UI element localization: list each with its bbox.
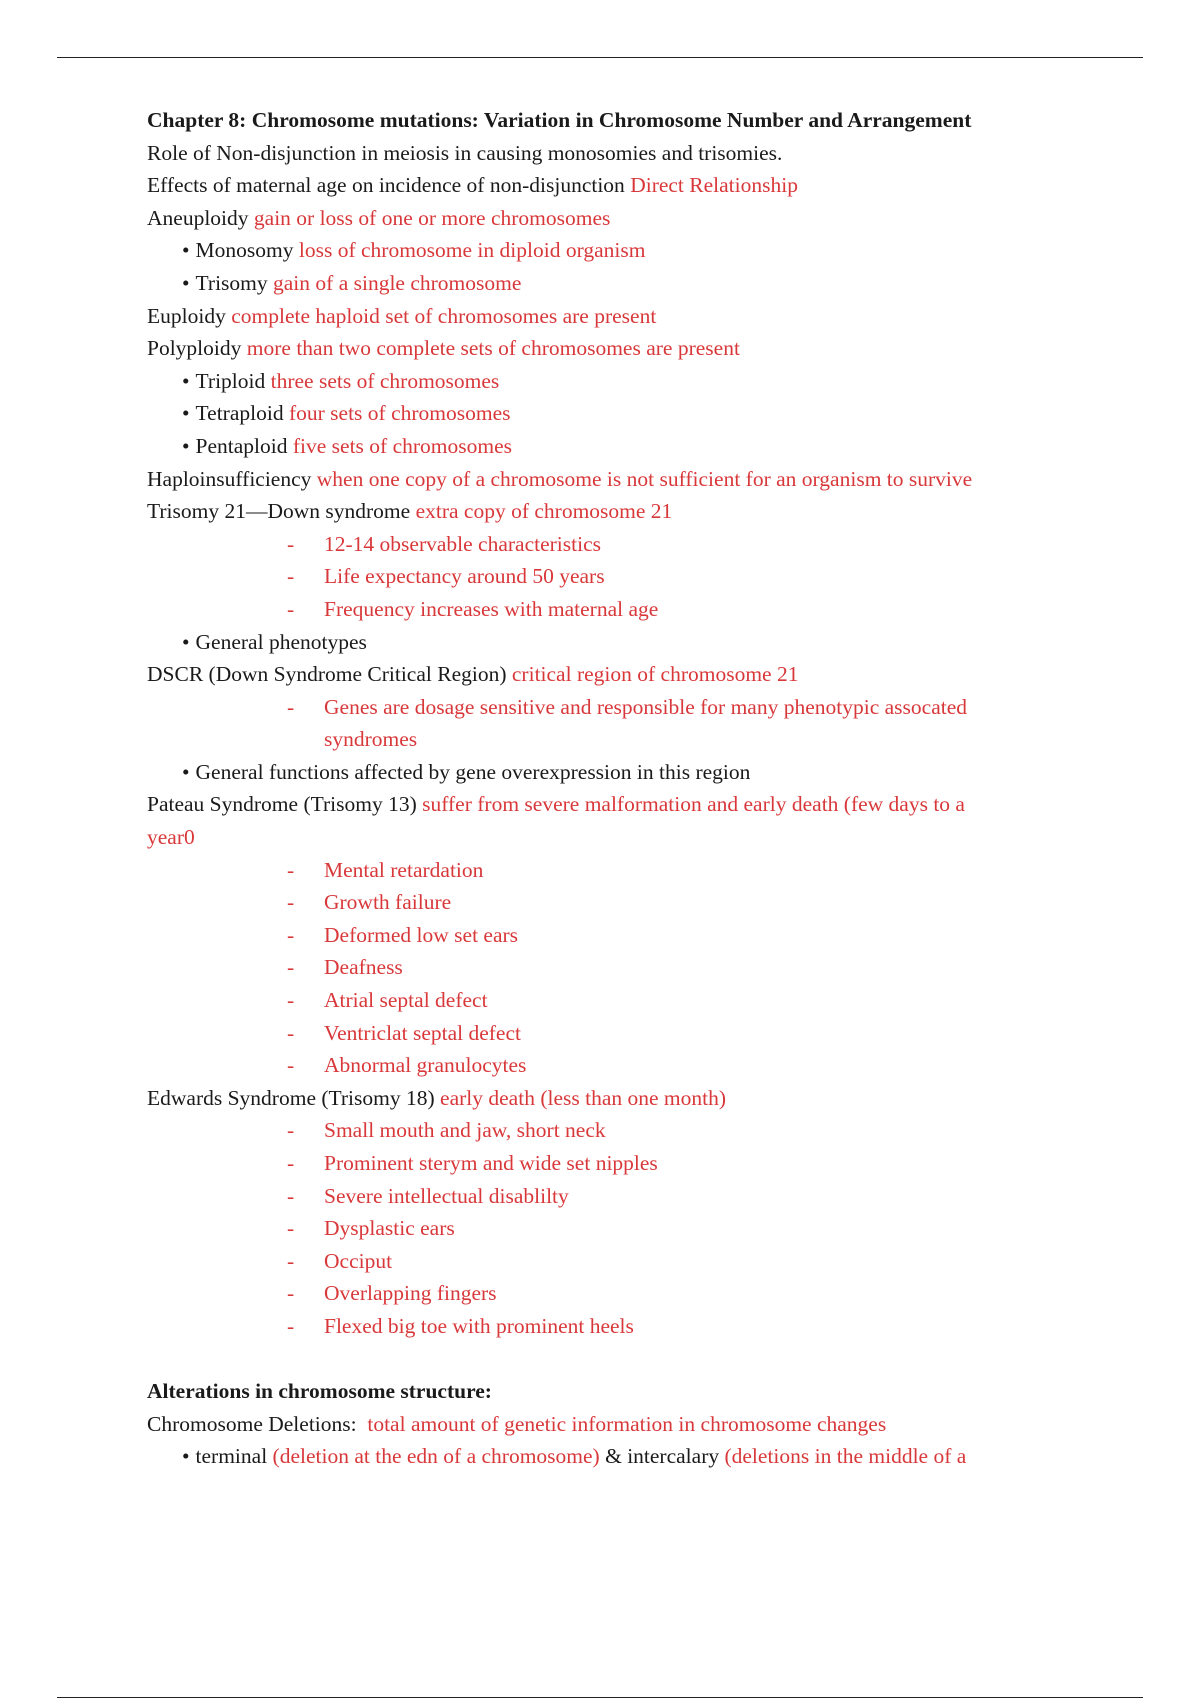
text-line: DSCR (Down Syndrome Critical Region) critical region of chromosome 21 [147, 662, 799, 687]
bottom-rule [57, 1697, 1143, 1698]
text-line: Polyploidy more than two complete sets of chromosomes are present [147, 336, 740, 361]
bullet-icon: • [182, 238, 190, 263]
dash-item: - Small mouth and jaw, short neck [147, 1114, 1147, 1147]
bullet-item: • Trisomy gain of a single chromosome [182, 270, 522, 295]
document-body [147, 104, 1147, 1473]
text-line: Role of Non-disjunction in meiosis in causing monosomies and trisomies. [147, 140, 783, 165]
dash-item: - Prominent sterym and wide set nipples [147, 1147, 1147, 1180]
dash-icon: - [287, 531, 295, 556]
dash-icon: - [287, 1118, 295, 1143]
dash-icon: - [287, 890, 295, 915]
page-title: Chapter 8: Chromosome mutations: Variation in Chromosome Number and Arrangement [147, 108, 972, 132]
text-line: Euploidy complete haploid set of chromosomes are present [147, 303, 657, 328]
text-line: Effects of maternal age on incidence of non-disjunction Direct Relationship [147, 173, 798, 198]
bullet-icon: • [182, 270, 190, 295]
text-line: Haploinsufficiency when one copy of a chromosome is not sufficient for an organism to survive [147, 466, 973, 491]
dash-item: - 12-14 observable characteristics [147, 528, 1147, 561]
dash-item: - Genes are dosage sensitive and responsible for many phenotypic assocated [147, 691, 1147, 724]
dash-icon: - [287, 596, 295, 621]
bullet-icon: • [182, 1444, 190, 1469]
bullet-icon: • [182, 759, 190, 784]
dash-icon: - [287, 1053, 295, 1078]
dash-icon: - [287, 1020, 295, 1045]
text-line: Trisomy 21—Down syndrome extra copy of chromosome 21 [147, 499, 673, 524]
dash-item: - Growth failure [147, 886, 1147, 919]
dash-item: - Ventriclat septal defect [147, 1017, 1147, 1050]
dash-icon: - [287, 988, 295, 1013]
dash-item: - Overlapping fingers [147, 1277, 1147, 1310]
bullet-item: • terminal (deletion at the edn of a chromosome) & intercalary (deletions in the middle of a [182, 1444, 967, 1469]
text-line-continuation: year0 [147, 825, 195, 850]
bullet-item: • Monosomy loss of chromosome in diploid organism [182, 238, 646, 263]
dash-icon: - [287, 1151, 295, 1175]
dash-item-continuation: syndromes [324, 727, 418, 752]
dash-item: - Mental retardation [147, 854, 1147, 887]
dash-item: - Occiput [147, 1245, 1147, 1278]
dash-item: - Life expectancy around 50 years [147, 560, 1147, 593]
dash-icon: - [287, 694, 295, 719]
bullet-icon: • [182, 368, 190, 393]
dash-icon: - [287, 564, 295, 589]
dash-item: - Deafness [147, 951, 1147, 984]
dash-icon: - [287, 1281, 295, 1306]
dash-icon: - [287, 955, 295, 980]
bullet-item: • Pentaploid five sets of chromosomes [182, 433, 513, 458]
bullet-item: • General phenotypes [182, 629, 367, 654]
text-line: Edwards Syndrome (Trisomy 18) early death (less than one month) [147, 1085, 727, 1110]
bullet-item: • Triploid three sets of chromosomes [182, 368, 500, 393]
dash-icon: - [287, 922, 295, 947]
dash-item: - Atrial septal defect [147, 984, 1147, 1017]
bullet-item: • Tetraploid four sets of chromosomes [182, 401, 511, 426]
dash-item: - Flexed big toe with prominent heels [147, 1310, 1147, 1343]
text-line: Chromosome Deletions: total amount of genetic information in chromosome changes [147, 1411, 887, 1436]
text-line: Pateau Syndrome (Trisomy 13) suffer from severe malformation and early death (few days to a [147, 792, 965, 817]
dash-item: - Dysplastic ears [147, 1212, 1147, 1245]
top-rule [57, 57, 1143, 58]
dash-item: - Frequency increases with maternal age [147, 593, 1147, 626]
section-heading: Alterations in chromosome structure: [147, 1379, 492, 1404]
bullet-icon: • [182, 433, 190, 458]
bullet-icon: • [182, 629, 190, 654]
dash-item: - Severe intellectual disablilty [147, 1180, 1147, 1213]
dash-icon: - [287, 1216, 295, 1241]
spacer [147, 1343, 1147, 1376]
text-line: Aneuploidy gain or loss of one or more chromosomes [147, 205, 611, 230]
dash-icon: - [287, 857, 295, 882]
dash-item: - Deformed low set ears [147, 919, 1147, 952]
dash-icon: - [287, 1248, 295, 1273]
bullet-item: • General functions affected by gene overexpression in this region [182, 759, 751, 784]
bullet-icon: • [182, 401, 190, 426]
dash-icon: - [287, 1313, 295, 1338]
dash-item: - Abnormal granulocytes [147, 1049, 1147, 1082]
dash-icon: - [287, 1183, 295, 1208]
